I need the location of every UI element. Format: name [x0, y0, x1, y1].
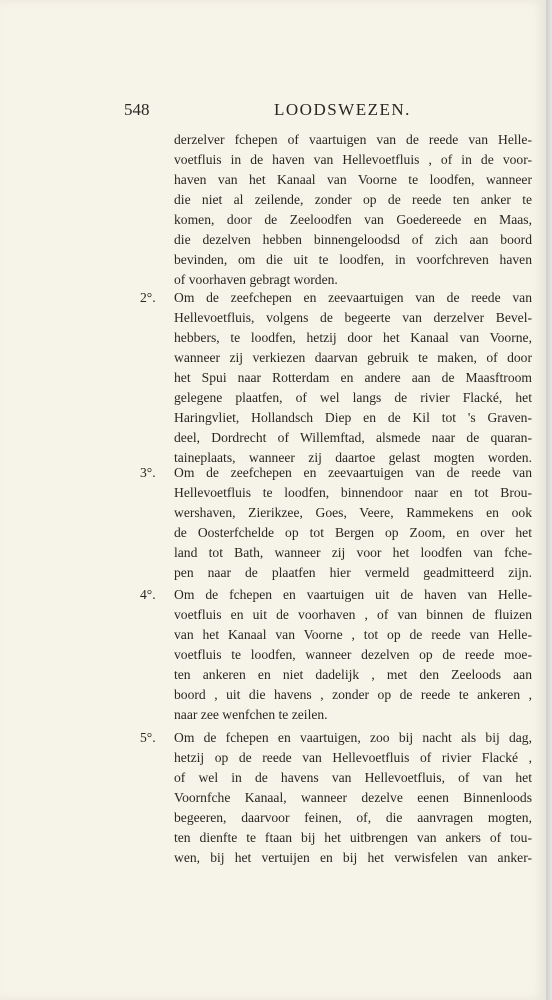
text-line: bevinden, om die uit te loodfen, in voorfchreven haven [174, 252, 532, 267]
text-line: Om de fchepen en vaartuigen uit de haven van Helle- [174, 587, 532, 602]
paragraph-number: 2°. [140, 290, 156, 305]
paragraph-number: 4°. [140, 587, 156, 602]
text-line: derzelver fchepen of vaartuigen van de reede van Helle- [174, 132, 532, 147]
page-edge [546, 0, 552, 1000]
page-header [124, 100, 530, 124]
text-line: hebbers, te loodfen, hetzij door het Kanaal van Voorne, [174, 330, 532, 345]
text-line: wen, bij het vertuijen en bij het verwisfelen van anker- [174, 850, 532, 865]
running-title: LOODSWEZEN. [274, 100, 411, 119]
text-line: ten dienfte te ftaan bij het uitbrengen van ankers of tou- [174, 830, 532, 845]
text-line: die niet al zeilende, zonder op de reede ten anker te [174, 192, 532, 207]
text-line: voetfluis en uit de voorhaven , of van binnen de fluizen [174, 607, 532, 622]
page-number: 548 [124, 100, 150, 119]
text-line: boord , uit die havens , zonder op de reede te ankeren , [174, 687, 532, 702]
text-line: of voorhaven gebragt worden. [174, 272, 338, 287]
text-line: Om de zeefchepen en zeevaartuigen van de reede van [174, 465, 532, 480]
paragraph-number: 5°. [140, 730, 156, 745]
text-line: van het Kanaal van Voorne , tot op de reede van Helle- [174, 627, 532, 642]
text-line: gelegene plaatfen, of wel langs de rivier Flacké, het [174, 390, 532, 405]
text-line: Hellevoetfluis te loodfen, binnendoor naar en tot Brou- [174, 485, 532, 500]
text-line: die dezelven hebben binnengeloodsd of zich aan boord [174, 232, 532, 247]
text-line: naar zee wenfchen te zeilen. [174, 707, 328, 722]
text-line: ten ankeren en niet dadelijk , met den Zeeloods aan [174, 667, 532, 682]
text-line: pen naar de plaatfen hier vermeld geadmitteerd zijn. [174, 565, 532, 580]
text-line: Haringvliet, Hollandsch Diep en de Kil tot 's Graven- [174, 410, 532, 425]
text-line: voetfluis te loodfen, wanneer dezelven op de reede moe- [174, 647, 532, 662]
text-line: Hellevoetfluis, volgens de begeerte van derzelver Bevel- [174, 310, 532, 325]
text-line: voetfluis in de haven van Hellevoetfluis , of in de voor- [174, 152, 532, 167]
text-line: de Oosterfchelde op tot Bergen op Zoom, en over het [174, 525, 532, 540]
text-line: begeeren, daarvoor feinen, of, die aanvragen mogten, [174, 810, 532, 825]
text-line: haven van het Kanaal van Voorne te loodfen, wanneer [174, 172, 532, 187]
text-line: land tot Bath, wanneer zij voor het loodfen van fche- [174, 545, 532, 560]
text-line: Voornfche Kanaal, wanneer dezelve eenen Binnenloods [174, 790, 532, 805]
text-line: Om de zeefchepen en zeevaartuigen van de reede van [174, 290, 532, 305]
text-line: wershaven, Zierikzee, Goes, Veere, Rammekens en ook [174, 505, 532, 520]
text-line: wanneer zij verkiezen daarvan gebruik te maken, of door [174, 350, 532, 365]
text-line: hetzij op de reede van Hellevoetfluis of rivier Flacké , [174, 750, 532, 765]
paragraph-number: 3°. [140, 465, 156, 480]
text-line: Om de fchepen en vaartuigen, zoo bij nacht als bij dag, [174, 730, 532, 745]
text-line: deel, Dordrecht of Willemftad, alsmede naar de quaran- [174, 430, 532, 445]
text-line: het Spui naar Rotterdam en andere aan de Maasftroom [174, 370, 532, 385]
text-line: komen, door de Zeeloodfen van Goedereede en Maas, [174, 212, 532, 227]
text-line: of wel in de havens van Hellevoetfluis, of van het [174, 770, 532, 785]
text-line: taineplaats, wanneer zij daartoe gelast mogten worden. [174, 450, 532, 465]
